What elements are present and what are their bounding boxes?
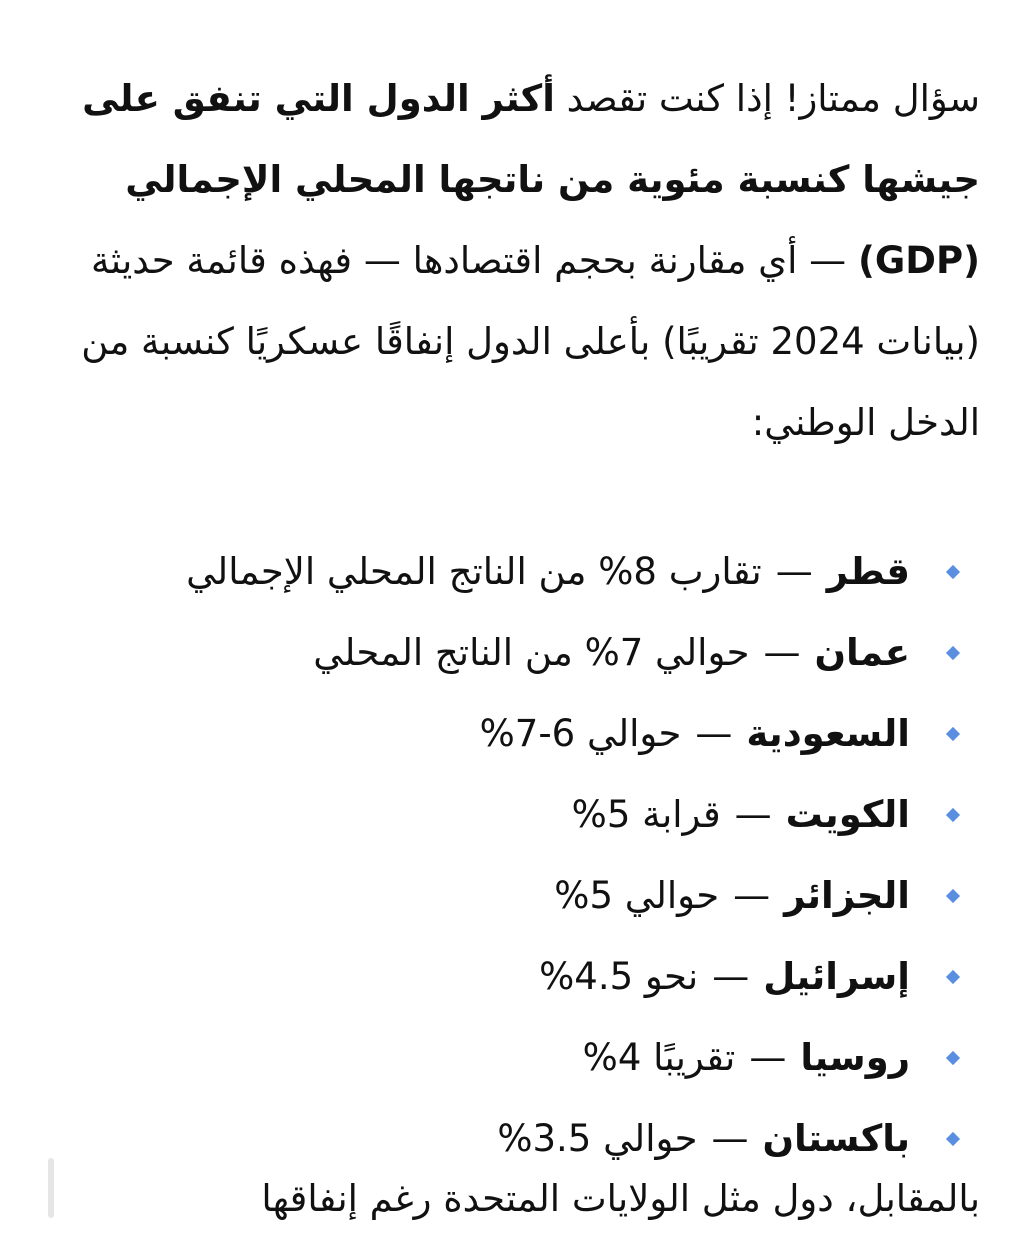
intro-bold-text: أكثر الدول التي تنفق على جيشها كنسبة مئوية من ناتجها المحلي الإجمالي (GDP) [82, 77, 980, 282]
list-item [40, 1017, 980, 1098]
country-value: قرابة 5% [571, 793, 721, 836]
diamond-bullet-icon [946, 969, 960, 983]
country-value: حوالي 3.5% [497, 1117, 698, 1160]
blockquote [40, 1158, 980, 1218]
country-name: روسيا [800, 1036, 910, 1079]
country-name: عمان [814, 631, 910, 674]
list-item [40, 774, 980, 855]
diamond-bullet-icon [946, 564, 960, 578]
em-dash: — [711, 1117, 749, 1160]
em-dash: — [734, 793, 772, 836]
country-name: قطر [826, 550, 910, 593]
country-value: حوالي 5% [554, 874, 720, 917]
blockquote-text: بالمقابل، دول مثل الولايات المتحدة رغم إنفاقها [261, 1177, 980, 1220]
list-item [40, 855, 980, 936]
em-dash: — [712, 955, 750, 998]
em-dash: — [695, 712, 733, 755]
blockquote-bar [48, 1158, 54, 1218]
country-name: السعودية [746, 712, 910, 755]
em-dash: — [775, 550, 813, 593]
country-value: حوالي 6-7% [479, 712, 682, 755]
country-value: نحو 4.5% [539, 955, 699, 998]
list-item [40, 612, 980, 693]
country-value: تقريبًا 4% [582, 1036, 736, 1079]
country-name: الكويت [785, 793, 910, 836]
diamond-bullet-icon [946, 1050, 960, 1064]
country-name: باكستان [762, 1117, 910, 1160]
diamond-bullet-icon [946, 645, 960, 659]
intro-text-start: سؤال ممتاز! إذا كنت تقصد [554, 77, 980, 120]
em-dash: — [733, 874, 771, 917]
country-value: حوالي 7% من الناتج المحلي [313, 631, 750, 674]
list-item [40, 693, 980, 774]
diamond-bullet-icon [946, 726, 960, 740]
country-name: الجزائر [784, 874, 910, 917]
country-name: إسرائيل [763, 955, 910, 998]
intro-text-end: — أي مقارنة بحجم اقتصادها — فهذه قائمة حديثة (بيانات 2024 تقريبًا) بأعلى الدول إنفاقًا عسكريًا كنسبة من الدخل الوطني: [81, 239, 980, 444]
country-list [40, 531, 980, 1179]
diamond-bullet-icon [946, 1131, 960, 1145]
list-item [40, 936, 980, 1017]
em-dash: — [749, 1036, 787, 1079]
diamond-bullet-icon [946, 888, 960, 902]
diamond-bullet-icon [946, 807, 960, 821]
em-dash: — [763, 631, 801, 674]
list-item [40, 531, 980, 612]
intro-paragraph [40, 58, 980, 463]
country-value: تقارب 8% من الناتج المحلي الإجمالي [186, 550, 762, 593]
assistant-answer [40, 58, 980, 1160]
